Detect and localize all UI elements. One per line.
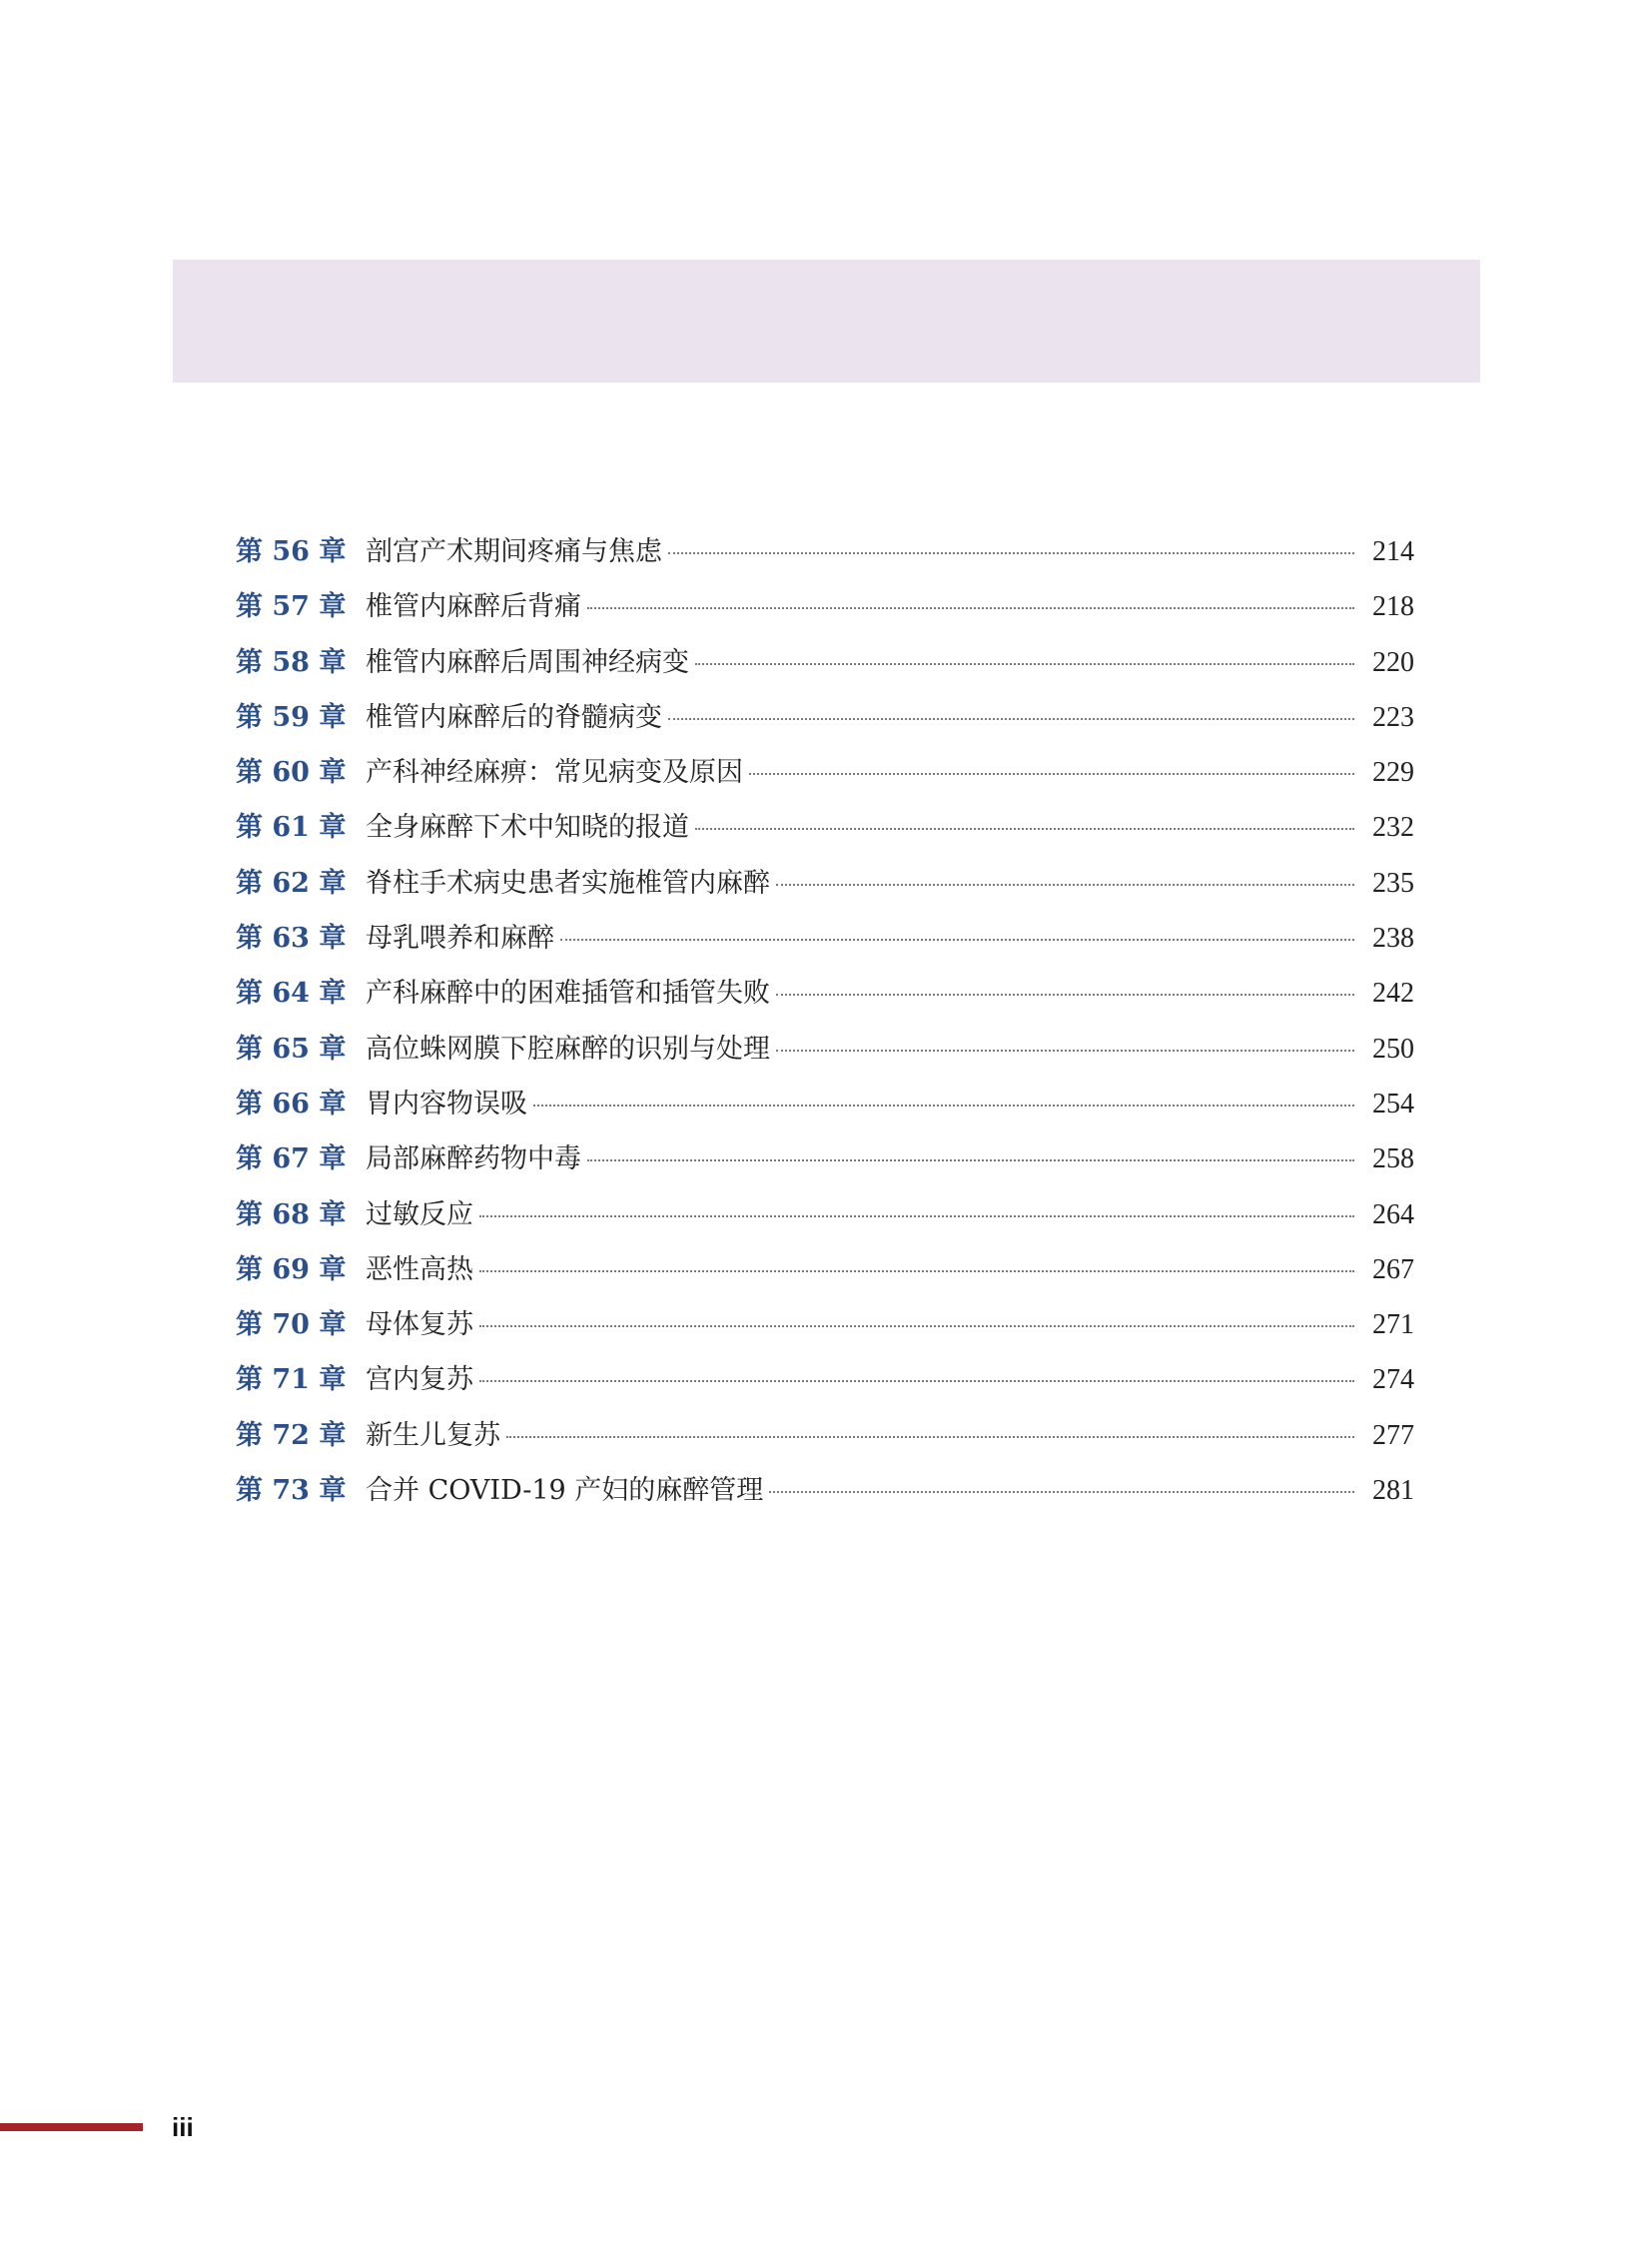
dot-leader <box>695 663 1354 665</box>
dot-leader <box>776 884 1354 886</box>
chapter-number: 第 67 章 <box>236 1143 347 1175</box>
chapter-title: 全身麻醉下术中知晓的报道 <box>366 812 689 844</box>
chapter-title: 胃内容物误吸 <box>366 1088 527 1120</box>
chapter-title: 高位蛛网膜下腔麻醉的识别与处理 <box>366 1033 770 1065</box>
page-number: 229 <box>1372 757 1414 789</box>
chapter-number: 第 65 章 <box>236 1033 347 1065</box>
dot-leader <box>776 1050 1354 1052</box>
chapter-title: 椎管内麻醉后周围神经病变 <box>366 646 689 678</box>
chapter-title: 母乳喂养和麻醉 <box>366 923 554 955</box>
page-number: 267 <box>1372 1253 1414 1285</box>
toc-entry[interactable] <box>236 579 1414 634</box>
dot-leader <box>668 552 1354 554</box>
dot-leader <box>560 939 1354 941</box>
toc-entry[interactable] <box>236 1131 1414 1186</box>
chapter-title: 宫内复苏 <box>366 1364 473 1396</box>
dot-leader <box>479 1325 1354 1327</box>
chapter-number: 第 69 章 <box>236 1253 347 1285</box>
page-number: 242 <box>1372 978 1414 1010</box>
toc-entry[interactable] <box>236 635 1414 690</box>
toc-entry[interactable] <box>236 1242 1414 1297</box>
page-number: 277 <box>1372 1419 1414 1451</box>
dot-leader <box>668 718 1354 720</box>
chapter-number: 第 72 章 <box>236 1419 347 1451</box>
toc-entry[interactable] <box>236 524 1414 579</box>
toc-entry[interactable] <box>236 1077 1414 1131</box>
page-number: 271 <box>1372 1309 1414 1341</box>
page-number: 235 <box>1372 867 1414 899</box>
header-band <box>173 260 1480 382</box>
chapter-number: 第 71 章 <box>236 1364 347 1396</box>
chapter-number: 第 58 章 <box>236 646 347 678</box>
toc-entry[interactable] <box>236 1352 1414 1407</box>
chapter-title: 剖宫产术期间疼痛与焦虑 <box>366 536 662 567</box>
dot-leader <box>479 1270 1354 1272</box>
chapter-title: 产科麻醉中的困难插管和插管失败 <box>366 978 770 1010</box>
chapter-number: 第 60 章 <box>236 757 347 789</box>
chapter-title: 椎管内麻醉后的脊髓病变 <box>366 701 662 733</box>
toc-entry[interactable] <box>236 966 1414 1021</box>
chapter-number: 第 56 章 <box>236 536 347 567</box>
dot-leader <box>695 828 1354 830</box>
chapter-title: 母体复苏 <box>366 1309 473 1341</box>
page-number: 238 <box>1372 923 1414 955</box>
page-folio: iii <box>172 2112 194 2142</box>
page-number: 258 <box>1372 1143 1414 1175</box>
chapter-title: 过敏反应 <box>366 1198 473 1230</box>
dot-leader <box>506 1436 1354 1438</box>
page-number: 254 <box>1372 1088 1414 1120</box>
chapter-number: 第 64 章 <box>236 978 347 1010</box>
table-of-contents <box>236 524 1414 1518</box>
chapter-title: 椎管内麻醉后背痛 <box>366 591 581 623</box>
toc-entry[interactable] <box>236 1022 1414 1077</box>
chapter-title: 合并 COVID-19 产妇的麻醉管理 <box>366 1475 764 1507</box>
page-number: 223 <box>1372 701 1414 733</box>
dot-leader <box>749 773 1354 775</box>
chapter-number: 第 63 章 <box>236 923 347 955</box>
dot-leader <box>587 1159 1354 1161</box>
page-number: 264 <box>1372 1198 1414 1230</box>
chapter-title: 局部麻醉药物中毒 <box>366 1143 581 1175</box>
dot-leader <box>479 1380 1354 1382</box>
toc-entry[interactable] <box>236 1187 1414 1242</box>
dot-leader <box>479 1215 1354 1217</box>
chapter-title: 新生儿复苏 <box>366 1419 500 1451</box>
page-number: 232 <box>1372 812 1414 844</box>
chapter-number: 第 59 章 <box>236 701 347 733</box>
toc-entry[interactable] <box>236 856 1414 911</box>
page-number: 274 <box>1372 1364 1414 1396</box>
chapter-number: 第 68 章 <box>236 1198 347 1230</box>
page-number: 220 <box>1372 646 1414 678</box>
toc-entry[interactable] <box>236 745 1414 800</box>
toc-entry[interactable] <box>236 1408 1414 1463</box>
chapter-number: 第 73 章 <box>236 1475 347 1507</box>
chapter-title: 产科神经麻痹：常见病变及原因 <box>366 757 743 789</box>
chapter-number: 第 61 章 <box>236 812 347 844</box>
chapter-number: 第 62 章 <box>236 867 347 899</box>
chapter-number: 第 70 章 <box>236 1309 347 1341</box>
toc-entry[interactable] <box>236 911 1414 966</box>
dot-leader <box>533 1105 1354 1107</box>
page-number: 281 <box>1372 1475 1414 1507</box>
dot-leader <box>769 1491 1354 1493</box>
page-number: 214 <box>1372 536 1414 567</box>
page-number: 218 <box>1372 591 1414 623</box>
chapter-title: 脊柱手术病史患者实施椎管内麻醉 <box>366 867 770 899</box>
toc-entry[interactable] <box>236 1463 1414 1518</box>
toc-entry[interactable] <box>236 1297 1414 1352</box>
chapter-number: 第 57 章 <box>236 591 347 623</box>
chapter-title: 恶性高热 <box>366 1253 473 1285</box>
dot-leader <box>587 607 1354 609</box>
footer-rule <box>0 2123 143 2131</box>
page-number: 250 <box>1372 1033 1414 1065</box>
toc-entry[interactable] <box>236 690 1414 745</box>
toc-entry[interactable] <box>236 800 1414 855</box>
chapter-number: 第 66 章 <box>236 1088 347 1120</box>
dot-leader <box>776 994 1354 996</box>
